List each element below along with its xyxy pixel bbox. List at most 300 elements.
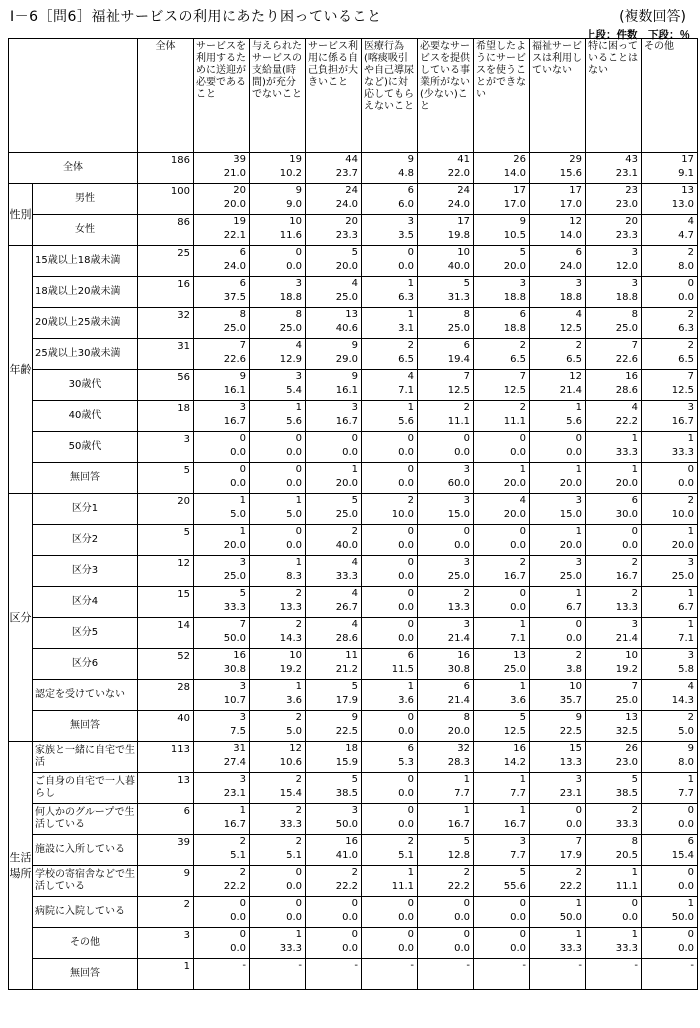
count-value: - [242,960,246,971]
percent-value: 33.3 [615,943,638,954]
data-cell [586,525,642,556]
percent-value: 0.0 [398,912,414,923]
count-value: 2 [239,867,246,878]
table-row [9,153,698,184]
percent-value: 6.3 [678,323,694,334]
data-cell [642,897,698,928]
data-cell [362,153,418,184]
percent-value: 28.6 [615,385,638,396]
percent-value: 0.0 [286,447,302,458]
count-value: 2 [687,712,694,723]
data-cell [362,897,418,928]
count-value: 20 [233,185,246,196]
percent-value: 0.0 [678,819,694,830]
percent-value: 20.0 [503,478,526,489]
total-count-cell: 28 [138,680,194,711]
percent-value: 30.8 [223,664,246,675]
data-cell [250,556,306,587]
percent-value: 18.8 [279,292,302,303]
row-label: 何人かのグループで生活している [33,804,138,835]
percent-value: 19.2 [615,664,638,675]
count-value: 24 [345,185,358,196]
count-value: 0 [407,712,414,723]
percent-value: 9.1 [678,168,694,179]
total-count-cell: 3 [138,928,194,959]
data-cell [362,339,418,370]
data-cell [530,308,586,339]
count-value: 0 [407,247,414,258]
percent-value: 15.4 [279,788,302,799]
percent-value: 22.0 [447,168,470,179]
count-value: 12 [289,743,302,754]
count-value: 1 [631,867,638,878]
count-value: 0 [575,433,582,444]
count-value: 1 [687,433,694,444]
percent-value: 0.0 [510,602,526,613]
data-cell [306,556,362,587]
data-cell [586,401,642,432]
percent-value: 22.2 [447,881,470,892]
data-cell [474,246,530,277]
column-header: サービスを利用するために送迎が必要であること [194,39,250,153]
count-value: 2 [687,247,694,258]
percent-value: 15.9 [335,757,358,768]
data-cell [250,215,306,246]
percent-value: 20.0 [223,540,246,551]
count-value: 6 [407,185,414,196]
row-label: 認定を受けていない [33,680,138,711]
data-cell [306,587,362,618]
total-count-cell: 113 [138,742,194,773]
percent-value: 50.0 [559,912,582,923]
count-value: 3 [463,464,470,475]
data-cell [642,153,698,184]
percent-value: 21.4 [447,633,470,644]
count-value: 0 [687,805,694,816]
data-cell [194,835,250,866]
count-value: 1 [519,805,526,816]
percent-value: 0.0 [678,478,694,489]
table-row [9,928,698,959]
data-cell [362,587,418,618]
percent-value: 5.1 [230,850,246,861]
data-cell [362,556,418,587]
table-row [9,184,698,215]
row-label: 無回答 [33,959,138,990]
count-value: 5 [351,681,358,692]
percent-value: 30.8 [447,664,470,675]
percent-value: 0.0 [286,881,302,892]
data-cell [474,494,530,525]
row-label: 無回答 [33,463,138,494]
data-cell [642,649,698,680]
count-value: 5 [463,836,470,847]
percent-value: 25.0 [503,664,526,675]
data-cell [642,277,698,308]
column-header: サービス利用に係る自己負担が大きいこと [306,39,362,153]
percent-value: 25.0 [671,571,694,582]
count-value: 9 [351,371,358,382]
data-cell [474,308,530,339]
count-value: 7 [239,340,246,351]
count-value: 0 [407,774,414,785]
data-cell [306,401,362,432]
data-cell [642,525,698,556]
count-value: 1 [407,402,414,413]
count-value: 16 [625,371,638,382]
data-cell [642,215,698,246]
percent-value: 25.0 [615,323,638,334]
percent-value: 0.0 [678,943,694,954]
total-count-cell: 6 [138,804,194,835]
percent-value: 20.0 [559,540,582,551]
count-value: 2 [631,805,638,816]
data-cell [362,804,418,835]
percent-value: 3.6 [286,695,302,706]
percent-value: 0.0 [398,943,414,954]
count-value: 13 [513,650,526,661]
count-value: 9 [687,743,694,754]
row-label: 無回答 [33,711,138,742]
count-value: 0 [631,898,638,909]
data-cell [586,153,642,184]
data-cell [250,649,306,680]
total-count-cell: 15 [138,587,194,618]
percent-value: 0.0 [510,447,526,458]
data-cell [642,370,698,401]
count-value: 1 [631,433,638,444]
data-cell [586,215,642,246]
count-value: 5 [519,247,526,258]
count-value: 0 [295,247,302,258]
count-value: 0 [239,433,246,444]
row-label: 区分6 [33,649,138,680]
percent-value: 0.0 [398,819,414,830]
count-value: 15 [569,743,582,754]
table-row [9,432,698,463]
data-cell [586,618,642,649]
count-value: 1 [295,402,302,413]
count-value: 2 [687,340,694,351]
percent-value: 3.6 [510,695,526,706]
data-cell [586,773,642,804]
row-group-label: 年齢 [9,246,33,494]
count-value: 1 [351,464,358,475]
count-value: 3 [239,774,246,785]
data-cell [474,618,530,649]
data-cell [474,215,530,246]
count-value: 8 [239,309,246,320]
table-row [9,494,698,525]
percent-value: 33.3 [279,943,302,954]
percent-value: 41.0 [335,850,358,861]
data-cell [306,277,362,308]
percent-value: 16.7 [335,416,358,427]
count-value: 2 [519,402,526,413]
percent-value: 27.4 [223,757,246,768]
count-value: 9 [239,371,246,382]
count-value: 13 [681,185,694,196]
table-row [9,277,698,308]
count-value: 0 [407,526,414,537]
data-cell [306,463,362,494]
data-cell [586,308,642,339]
percent-value: 5.1 [398,850,414,861]
percent-value: 7.7 [510,788,526,799]
count-value: 2 [295,805,302,816]
count-value: 9 [351,712,358,723]
data-cell [250,711,306,742]
count-value: - [690,960,694,971]
data-cell [250,246,306,277]
percent-value: 25.0 [559,571,582,582]
percent-value: 25.0 [223,323,246,334]
percent-value: 22.2 [615,416,638,427]
count-value: 9 [295,185,302,196]
percent-value: 5.6 [286,416,302,427]
data-cell [418,897,474,928]
count-value: 3 [687,402,694,413]
row-label: 区分5 [33,618,138,649]
data-cell [530,928,586,959]
data-cell [194,246,250,277]
data-cell [362,928,418,959]
data-cell [418,866,474,897]
table-row [9,401,698,432]
data-cell [194,587,250,618]
table-row [9,556,698,587]
count-value: 44 [345,154,358,165]
table-row [9,308,698,339]
percent-value: 7.7 [678,788,694,799]
percent-value: 4.8 [398,168,414,179]
data-cell [474,680,530,711]
data-cell [194,866,250,897]
table-row [9,525,698,556]
percent-value: 3.1 [398,323,414,334]
data-cell [418,959,474,990]
data-cell [306,649,362,680]
percent-value: 0.0 [398,602,414,613]
data-cell [530,463,586,494]
percent-value: 13.0 [671,199,694,210]
count-value: 16 [457,650,470,661]
percent-value: 11.1 [391,881,414,892]
data-cell [474,711,530,742]
count-value: 0 [407,588,414,599]
data-cell [642,339,698,370]
data-cell [474,959,530,990]
data-cell [306,184,362,215]
count-value: 6 [687,836,694,847]
data-cell [250,866,306,897]
percent-value: 19.2 [279,664,302,675]
count-value: 0 [407,805,414,816]
data-cell [250,773,306,804]
percent-value: 0.0 [510,912,526,923]
count-value: 29 [569,154,582,165]
row-label: 18歳以上20歳未満 [33,277,138,308]
data-cell [586,649,642,680]
percent-value: 7.1 [398,385,414,396]
count-value: 3 [239,712,246,723]
count-value: 5 [239,588,246,599]
percent-value: 37.5 [223,292,246,303]
percent-value: 3.5 [398,230,414,241]
percent-value: 5.0 [678,726,694,737]
percent-value: 0.0 [398,633,414,644]
percent-value: 22.2 [223,881,246,892]
count-value: - [578,960,582,971]
percent-value: 50.0 [335,819,358,830]
count-value: 1 [687,774,694,785]
data-cell [194,525,250,556]
count-value: 0 [295,867,302,878]
percent-value: 30.0 [615,509,638,520]
count-value: 17 [569,185,582,196]
data-cell [642,959,698,990]
row-group-label: 生活場所 [9,742,33,990]
data-cell [530,401,586,432]
data-cell [418,215,474,246]
percent-value: 19.4 [447,354,470,365]
percent-value: 0.0 [398,447,414,458]
percent-value: 0.0 [230,943,246,954]
row-label: 女性 [33,215,138,246]
total-count-cell: 18 [138,401,194,432]
count-value: 1 [239,805,246,816]
count-value: 8 [631,836,638,847]
count-value: 8 [463,309,470,320]
percent-value: 8.0 [678,757,694,768]
count-value: 7 [239,619,246,630]
column-header: 与えられたサービスの支給量(時間)が充分でないこと [250,39,306,153]
data-cell [418,711,474,742]
count-value: 23 [625,185,638,196]
row-label: 20歳以上25歳未満 [33,308,138,339]
total-count-cell: 39 [138,835,194,866]
row-label: 区分3 [33,556,138,587]
total-count-cell: 13 [138,773,194,804]
count-value: 17 [513,185,526,196]
count-value: 6 [463,340,470,351]
count-value: 1 [575,402,582,413]
corner-cell [9,39,138,153]
data-cell [362,959,418,990]
count-value: 0 [351,898,358,909]
count-value: 2 [295,712,302,723]
data-cell [586,463,642,494]
percent-value: 24.0 [447,199,470,210]
count-value: 1 [631,929,638,940]
data-cell [586,556,642,587]
count-value: 7 [687,371,694,382]
percent-value: 23.3 [335,230,358,241]
percent-value: 19.8 [447,230,470,241]
data-cell [418,153,474,184]
data-cell [530,153,586,184]
count-value: 3 [631,278,638,289]
header-row [9,39,698,153]
percent-value: 4.7 [678,230,694,241]
data-cell [530,804,586,835]
data-cell [194,494,250,525]
data-cell [586,339,642,370]
column-header: 全体 [138,39,194,153]
count-value: 0 [463,526,470,537]
percent-value: 24.0 [335,199,358,210]
percent-value: 6.5 [510,354,526,365]
percent-value: 5.8 [678,664,694,675]
count-value: 1 [575,898,582,909]
data-cell [306,525,362,556]
count-value: 0 [351,929,358,940]
percent-value: 23.7 [335,168,358,179]
row-label: 区分1 [33,494,138,525]
data-cell [306,742,362,773]
count-value: 3 [687,557,694,568]
column-header: その他 [642,39,698,153]
total-count-cell: 9 [138,866,194,897]
percent-value: 5.1 [286,850,302,861]
data-cell [642,184,698,215]
count-value: 3 [351,805,358,816]
count-value: 3 [575,495,582,506]
percent-value: 40.0 [335,540,358,551]
data-cell [250,277,306,308]
count-value: 6 [407,650,414,661]
count-value: 43 [625,154,638,165]
percent-value: 5.3 [398,757,414,768]
percent-value: 0.0 [398,571,414,582]
percent-value: 0.0 [398,261,414,272]
count-value: 4 [351,588,358,599]
percent-value: 0.0 [230,447,246,458]
percent-value: 15.0 [447,509,470,520]
percent-value: 14.3 [671,695,694,706]
percent-value: 22.5 [559,726,582,737]
data-cell [362,215,418,246]
count-value: 31 [233,743,246,754]
count-value: 1 [407,309,414,320]
percent-value: 10.2 [279,168,302,179]
data-cell [418,494,474,525]
percent-value: 22.2 [335,881,358,892]
data-cell [418,618,474,649]
percent-value: 32.5 [615,726,638,737]
percent-value: 38.5 [335,788,358,799]
row-label: 15歳以上18歳未満 [33,246,138,277]
data-cell [474,432,530,463]
count-value: 1 [519,464,526,475]
row-group-label: 区分 [9,494,33,742]
data-cell [586,866,642,897]
percent-value: 11.1 [503,416,526,427]
row-label: 40歳代 [33,401,138,432]
count-value: 2 [463,402,470,413]
count-value: 0 [295,898,302,909]
data-cell [418,308,474,339]
data-cell [362,370,418,401]
data-cell [194,959,250,990]
count-value: 39 [233,154,246,165]
percent-value: 8.0 [678,261,694,272]
row-group-label: 性別 [9,184,33,246]
count-value: 3 [351,402,358,413]
data-cell [586,804,642,835]
count-value: 3 [463,619,470,630]
row-label: 学校の寄宿舎などで生活している [33,866,138,897]
